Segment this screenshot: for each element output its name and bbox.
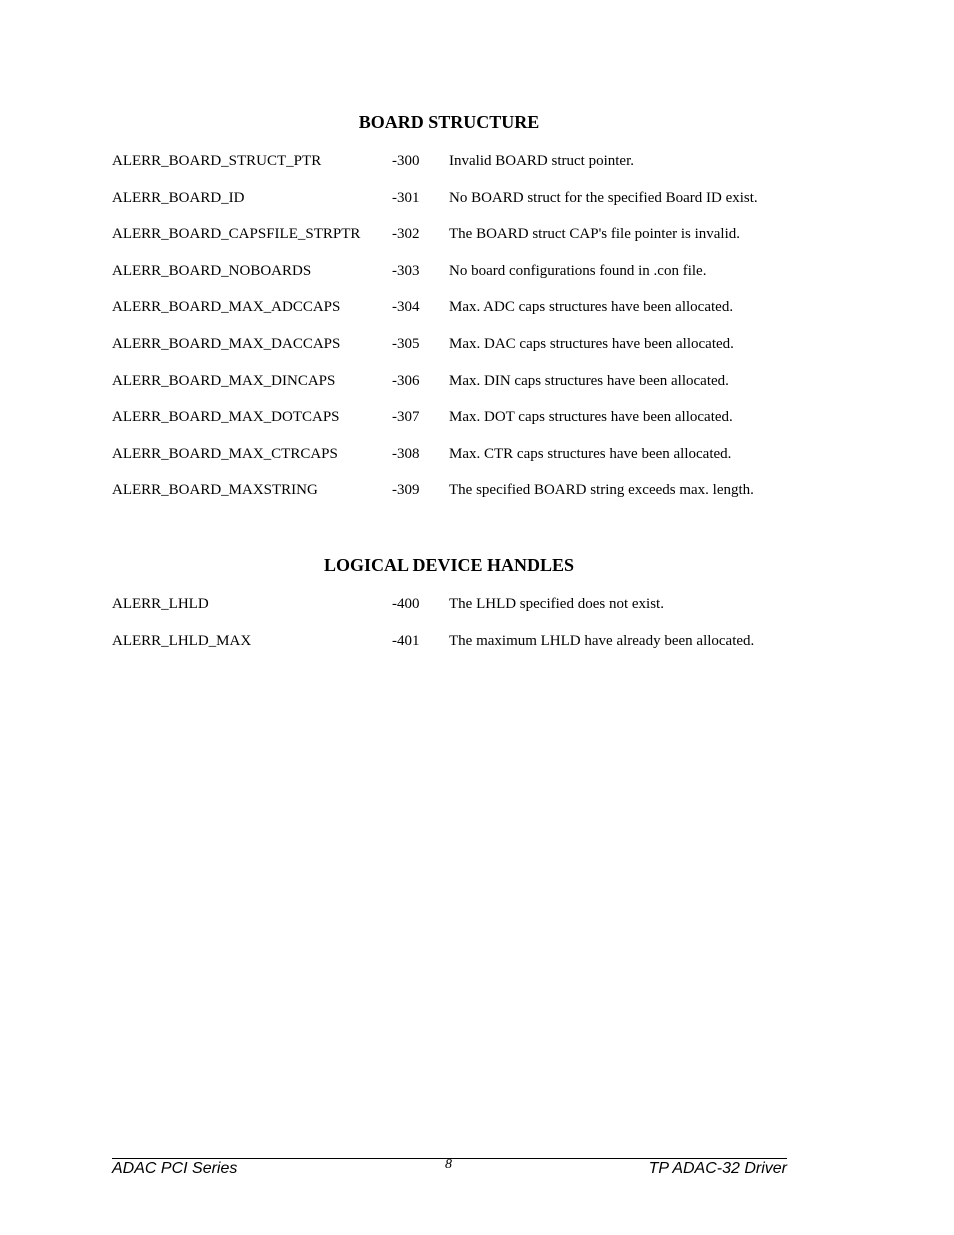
- table-row: [112, 225, 812, 262]
- error-name: ALERR_BOARD_MAX_DACCAPS: [112, 335, 341, 352]
- error-description: No board configurations found in .con file.: [449, 262, 707, 279]
- error-code: -302: [392, 226, 420, 243]
- error-code: -305: [392, 335, 420, 352]
- error-description: Max. DAC caps structures have been allocated.: [449, 335, 734, 352]
- table-row: [112, 632, 812, 669]
- error-description: Invalid BOARD struct pointer.: [449, 153, 634, 169]
- table-row: [112, 481, 812, 518]
- error-name: ALERR_LHLD: [112, 596, 209, 612]
- error-code: -306: [392, 372, 420, 389]
- table-row: [112, 445, 812, 482]
- logical-device-handles-error-table: [112, 595, 812, 668]
- error-description: Max. CTR caps structures have been allocated.: [449, 445, 732, 462]
- error-code: -301: [392, 189, 420, 206]
- error-code: -401: [392, 632, 420, 649]
- error-code: -400: [392, 596, 420, 612]
- table-row: [112, 262, 812, 299]
- footer-driver-name: TP ADAC-32 Driver: [648, 1160, 787, 1177]
- section-title-logical-device-handles: LOGICAL DEVICE HANDLES: [323, 555, 575, 575]
- error-name: ALERR_BOARD_MAX_CTRCAPS: [112, 445, 338, 462]
- error-name: ALERR_BOARD_MAX_DINCAPS: [112, 372, 336, 389]
- error-name: ALERR_BOARD_MAXSTRING: [112, 482, 318, 499]
- table-row: [112, 408, 812, 445]
- table-row: [112, 335, 812, 372]
- error-description: No BOARD struct for the specified Board ID exist.: [449, 189, 758, 206]
- error-description: The specified BOARD string exceeds max. length.: [449, 482, 754, 499]
- table-row: [112, 189, 812, 226]
- error-description: Max. DOT caps structures have been allocated.: [449, 409, 733, 426]
- error-name: ALERR_BOARD_NOBOARDS: [112, 262, 312, 279]
- error-code: -304: [392, 299, 420, 316]
- error-code: -309: [392, 482, 420, 499]
- footer-series-name: ADAC PCI Series: [112, 1160, 238, 1177]
- table-row: [112, 595, 812, 632]
- error-name: ALERR_BOARD_CAPSFILE_STRPTR: [112, 226, 361, 243]
- section-title-board-structure: BOARD STRUCTURE: [358, 112, 540, 132]
- error-description: The maximum LHLD have already been allocated.: [449, 632, 755, 649]
- error-name: ALERR_BOARD_ID: [112, 189, 245, 206]
- error-description: Max. ADC caps structures have been allocated.: [449, 299, 734, 316]
- table-row: [112, 298, 812, 335]
- table-row: [112, 152, 812, 189]
- error-description: The BOARD struct CAP's file pointer is invalid.: [449, 226, 741, 243]
- error-name: ALERR_BOARD_STRUCT_PTR: [112, 153, 322, 169]
- page-number: 8: [445, 1157, 452, 1172]
- error-name: ALERR_BOARD_MAX_ADCCAPS: [112, 299, 341, 316]
- error-description: Max. DIN caps structures have been allocated.: [449, 372, 729, 389]
- error-name: ALERR_BOARD_MAX_DOTCAPS: [112, 409, 340, 426]
- error-name: ALERR_LHLD_MAX: [112, 632, 252, 649]
- error-code: -303: [392, 262, 420, 279]
- board-structure-error-table: [112, 152, 812, 518]
- error-description: The LHLD specified does not exist.: [449, 596, 664, 612]
- error-code: -307: [392, 409, 420, 426]
- error-code: -300: [392, 153, 420, 169]
- table-row: [112, 372, 812, 409]
- error-code: -308: [392, 445, 420, 462]
